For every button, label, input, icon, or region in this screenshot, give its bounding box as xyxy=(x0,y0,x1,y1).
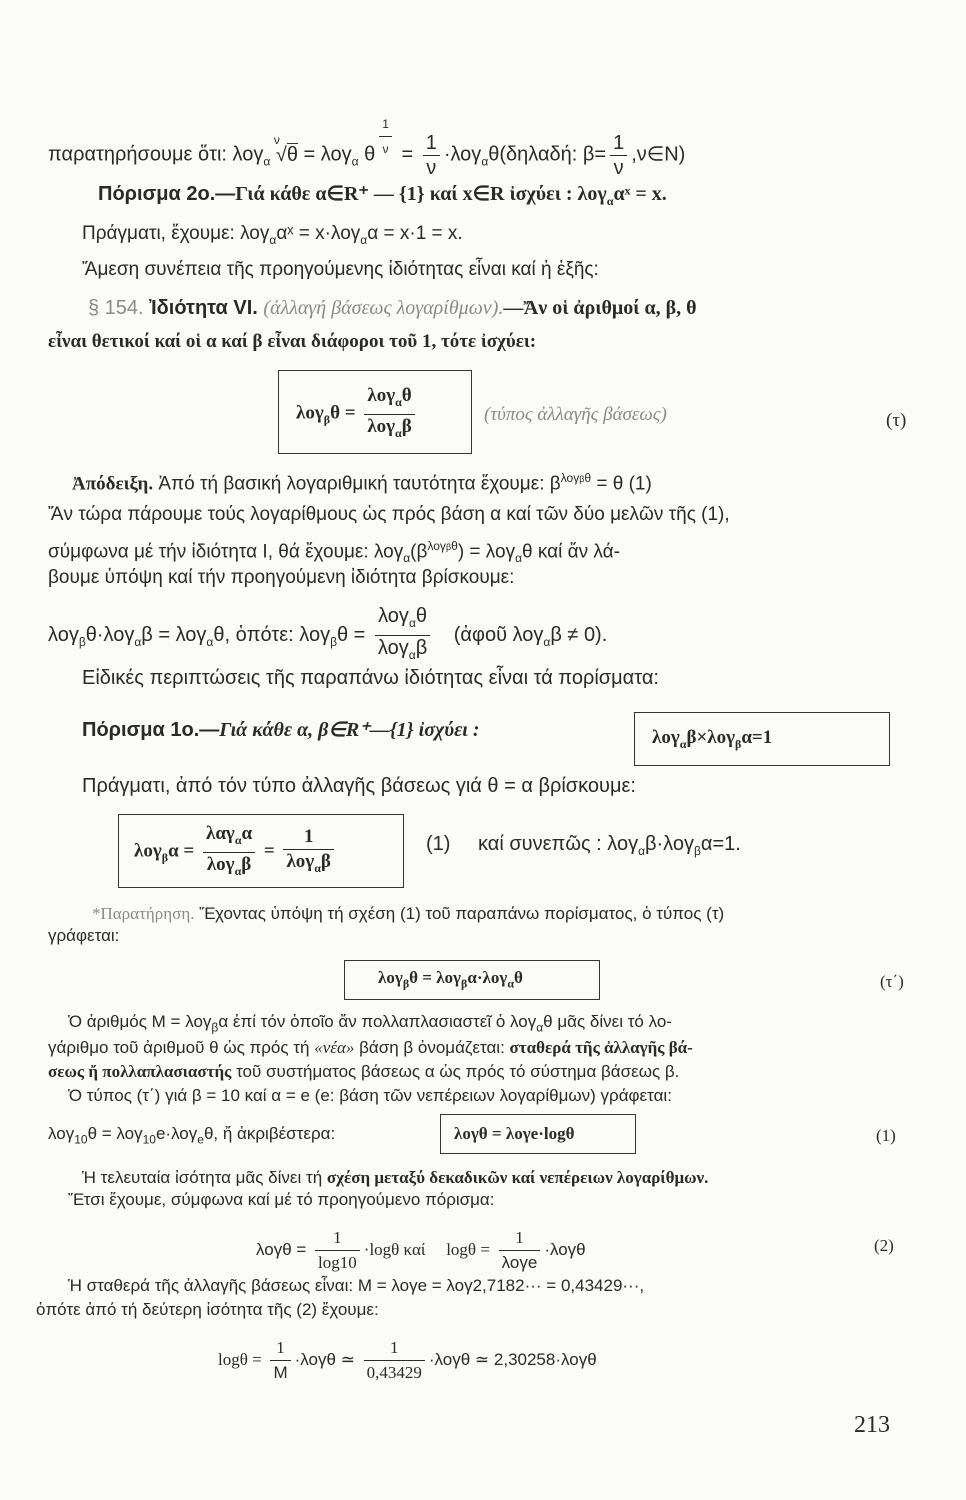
text: Ἡ τελευταία ἰσότητα μᾶς δίνει τή xyxy=(82,1168,323,1187)
sub: β xyxy=(694,844,701,858)
text: = λογ xyxy=(303,143,352,166)
sub: α xyxy=(314,860,321,875)
proof-line-2: Ἄν τώρα πάρουμε τούς λογαρίθμους ὡς πρός βάση α καί τῶν δύο μελῶν τῆς (1), xyxy=(48,504,730,525)
sub: α xyxy=(234,832,242,847)
num: 1 xyxy=(303,825,314,847)
fraction xyxy=(270,1336,290,1385)
porisma-1 xyxy=(82,718,480,742)
text: γάριθμο τοῦ ἀριθμοῦ θ ὡς πρός τή xyxy=(48,1038,310,1057)
proof-line-4: βουμε ὑπόψη καί τήν προηγούμενη ἰδιότητα βρίσκουμε: xyxy=(48,567,515,588)
root-body: θ xyxy=(286,143,298,166)
page-number: 213 xyxy=(854,1412,890,1438)
formula-log xyxy=(48,1122,335,1151)
sub: α xyxy=(395,425,402,440)
text: θ xyxy=(364,143,376,166)
formula-log-boxed: λογθ = λογe·logθ xyxy=(454,1124,575,1143)
text: = xyxy=(401,143,414,166)
text: βάση β ὀνομάζεται: xyxy=(359,1038,505,1057)
text: ·logθ καί xyxy=(363,1239,426,1259)
text: θ, ὁπότε: λογ xyxy=(213,623,331,646)
sub: α xyxy=(543,634,551,649)
text: β xyxy=(415,637,428,659)
text: e·λογ xyxy=(155,1124,198,1143)
formula-tau xyxy=(296,384,419,445)
text: σύμφωνα μέ τήν ἰδιότητα I, θά ἔχουμε: λογ xyxy=(48,541,404,563)
line-special: Εἰδικές περιπτώσεις τῆς παραπάνω ἰδιότητας εἶναι τά πορίσματα: xyxy=(82,667,659,689)
text: α=1 xyxy=(741,727,773,748)
bold-text: σεως ἤ πολλαπλασιαστής xyxy=(48,1062,232,1081)
fraction xyxy=(364,1336,425,1385)
text: θ μᾶς δίνει τό λο- xyxy=(543,1012,672,1031)
text: β ≠ 0). xyxy=(550,623,608,646)
text: θ = λογ xyxy=(87,1124,143,1143)
text: θ xyxy=(584,471,592,485)
section-number: § 154. xyxy=(88,297,144,319)
note-line-1 xyxy=(92,902,724,926)
text: θ = xyxy=(330,402,356,424)
para2-line-1 xyxy=(82,1166,708,1190)
text: παρατηρήσουμε ὅτι: λογ xyxy=(48,143,264,166)
line-1 xyxy=(48,112,685,180)
text: θ = λογ xyxy=(409,968,462,987)
para1-line-2 xyxy=(48,1036,693,1060)
exponent-fraction xyxy=(379,112,392,161)
den: 0,43429 xyxy=(364,1360,425,1385)
text: καί συνεπῶς : λογ xyxy=(478,833,639,855)
formula-tau2-tag: (τ΄) xyxy=(880,972,904,991)
text: λογ xyxy=(134,840,162,862)
text: λογ xyxy=(560,471,580,485)
text: θ·λογ xyxy=(85,623,135,646)
fraction xyxy=(375,604,430,667)
sub: α xyxy=(408,648,416,662)
text: (β xyxy=(410,541,428,563)
den: log10 xyxy=(315,1250,360,1275)
root-index: ν xyxy=(273,132,280,147)
text: τοῦ συστήματος βάσεως α ὡς πρός τό σύστημα βάσεως β. xyxy=(236,1062,680,1081)
fraction xyxy=(423,131,440,180)
text: α xyxy=(241,823,253,844)
formula-1-tail xyxy=(426,832,741,863)
den: ν xyxy=(423,155,440,180)
num: 1 xyxy=(276,1338,285,1357)
porisma-2 xyxy=(98,182,667,213)
sub: β xyxy=(78,634,86,649)
text: λογ xyxy=(206,853,235,875)
para1-line-3 xyxy=(48,1060,679,1084)
text: Ἔχοντας ὑπόψη τή σχέση (1) τοῦ παραπάνω πορίσματος, ὁ τύπος (τ) xyxy=(199,904,725,923)
text: β = λογ xyxy=(141,623,207,646)
text: λογ xyxy=(427,539,446,553)
sub: α xyxy=(269,232,277,247)
proof-line-3 xyxy=(48,534,620,570)
line-pragmati: Πράγματι, ἀπό τόν τύπο ἀλλαγῆς βάσεως γιά θ = α βρίσκουμε: xyxy=(82,775,636,797)
text: ·λογθ xyxy=(544,1239,586,1259)
num xyxy=(375,604,430,635)
den xyxy=(364,414,414,445)
text: θ xyxy=(514,968,523,987)
heading: Ἀπόδειξη. xyxy=(72,473,154,495)
fraction xyxy=(364,384,414,445)
sub: α xyxy=(536,1020,544,1035)
formula-3 xyxy=(218,1336,597,1385)
text: θ(δηλαδή: β= xyxy=(488,143,607,166)
text: ·λογθ ≃ xyxy=(294,1349,355,1369)
formula-2 xyxy=(256,1226,586,1275)
sub: β xyxy=(445,542,452,552)
text: β xyxy=(241,853,252,875)
formula-log-tag: (1) xyxy=(876,1126,896,1145)
text: Ὁ ἀριθμός M = λογ xyxy=(68,1012,212,1031)
text: θ xyxy=(401,385,412,406)
fraction xyxy=(315,1226,360,1275)
sub: α xyxy=(134,634,142,649)
sub: α xyxy=(263,154,271,169)
text: θ xyxy=(415,605,427,627)
text: (ἀφοῦ λογ xyxy=(453,623,544,646)
text: λογ xyxy=(48,623,79,646)
den xyxy=(203,852,255,883)
den xyxy=(375,635,430,667)
text: λογ xyxy=(367,415,396,437)
fraction xyxy=(499,1226,541,1275)
sub: α xyxy=(395,394,402,409)
porisma-1-formula xyxy=(652,726,772,756)
formula-1 xyxy=(134,822,338,883)
sub: 10 xyxy=(142,1132,156,1147)
text: λογ xyxy=(286,850,315,872)
text: θ, ἤ ἀκριβέστερα: xyxy=(203,1124,336,1143)
section-title: Ἰδιότητα VI. xyxy=(149,297,258,319)
sub: α xyxy=(351,154,359,169)
heading: Πόρισμα 1ο.— xyxy=(82,719,220,741)
sub: α xyxy=(507,976,515,991)
text: Ἀπό τή βασική λογαριθμική ταυτότητα ἔχουμε: β xyxy=(158,473,561,495)
text: αˣ = x. xyxy=(613,183,667,205)
sub: β xyxy=(211,1020,219,1035)
text: θ = xyxy=(337,623,366,646)
tag: (1) xyxy=(426,833,451,855)
sub: α xyxy=(234,863,242,878)
text: ·λογ xyxy=(443,143,482,166)
para2-line-2: Ἔτσι ἔχουμε, σύμφωνα καί μέ τό προηγούμενο πόρισμα: xyxy=(68,1190,495,1209)
num: 1 xyxy=(425,131,437,154)
text: α = xyxy=(168,840,195,862)
sub: α xyxy=(679,736,687,751)
text: λογ xyxy=(378,968,403,987)
num xyxy=(203,822,255,852)
sub: β xyxy=(402,976,410,991)
section-154 xyxy=(88,296,697,320)
sub: β xyxy=(323,412,331,427)
root: ν √θ xyxy=(276,144,298,166)
proof-line-5 xyxy=(48,604,607,667)
sub: α xyxy=(481,154,489,169)
text: ,ν∈N) xyxy=(631,143,686,166)
para1-line-1 xyxy=(68,1010,672,1039)
heading: Πόρισμα 2ο.— xyxy=(98,183,236,205)
italic-word: «νέα» xyxy=(314,1038,355,1057)
text: α·λογ xyxy=(467,968,508,987)
sub: β xyxy=(735,736,742,751)
proof-line-1 xyxy=(72,466,652,496)
text: β·λογ xyxy=(645,833,694,855)
sub: α xyxy=(606,194,614,208)
italic-title: (ἀλλαγή βάσεως λογαρίθμων). xyxy=(263,297,504,319)
den: ν xyxy=(379,136,392,161)
text: Γιά κάθε α∈R⁺ — {1} καί x∈R ἰσχύει : λογ xyxy=(235,183,607,205)
num: 1 xyxy=(390,1338,399,1357)
text: λογ xyxy=(48,1124,75,1143)
formula-tau-note: (τύπος ἀλλαγῆς βάσεως) xyxy=(484,404,667,425)
num xyxy=(364,384,414,414)
text: λογθ = xyxy=(256,1239,307,1259)
text: αˣ = x·λογ xyxy=(276,223,361,244)
sub: α xyxy=(360,232,368,247)
text: —Ἄν οἱ ἀριθμοί α, β, θ xyxy=(503,297,697,319)
text: α = x·1 = x. xyxy=(367,223,463,244)
text: β xyxy=(320,850,331,872)
text: β×λογ xyxy=(686,727,735,748)
text: α=1. xyxy=(700,833,741,855)
para3-line-1: Ἡ σταθερά τῆς ἀλλαγῆς βάσεως εἶναι: M = λογe = λογ2,7182··· = 0,43429···, xyxy=(68,1276,645,1295)
line-4: Ἄμεση συνέπεια τῆς προηγούμενης ἰδιότητας εἶναι καί ἡ ἑξῆς: xyxy=(82,259,599,280)
para1-line-4: Ὁ τύπος (τ΄) γιά β = 10 καί α = e (e: βάση τῶν νεπέρειων λογαρίθμων) γράφεται: xyxy=(68,1086,672,1105)
fraction xyxy=(610,131,627,180)
num: 1 xyxy=(333,1228,342,1247)
note-line-2: γράφεται: xyxy=(48,926,120,945)
text: λογ xyxy=(296,402,324,424)
line-3 xyxy=(82,222,463,252)
sub: e xyxy=(197,1132,204,1147)
num: 1 xyxy=(613,131,625,154)
den: λογe xyxy=(499,1250,541,1275)
text: β xyxy=(401,415,412,437)
text: λαγ xyxy=(206,823,235,844)
text: = xyxy=(263,840,275,862)
sup xyxy=(427,539,457,553)
sub: α xyxy=(408,616,416,630)
formula-tau-tag: (τ) xyxy=(886,410,907,431)
text: ·λογθ ≃ 2,30258·λογθ xyxy=(428,1349,597,1369)
text: λογ xyxy=(652,727,680,748)
sub: β xyxy=(461,976,468,991)
para3-line-2: ὁπότε ἀπό τή δεύτερη ἰσότητα τῆς (2) ἔχουμε: xyxy=(36,1300,379,1319)
text: λογ xyxy=(377,637,409,659)
sub: β xyxy=(579,474,585,484)
text: Γιά κάθε α, β∈R⁺—{1} ἰσχύει : xyxy=(219,719,480,741)
sub: α xyxy=(403,551,411,566)
text: θ καί ἄν λά- xyxy=(522,541,620,563)
sup xyxy=(561,471,591,485)
sub: β xyxy=(330,634,337,649)
text: λογ xyxy=(367,385,396,406)
fraction xyxy=(203,822,255,883)
text: α ἐπί τόν ὁποῖο ἄν πολλαπλασιαστεῖ ὁ λογ xyxy=(218,1012,537,1031)
sub: β xyxy=(161,850,169,865)
num: 1 xyxy=(515,1228,524,1247)
text: θ xyxy=(451,539,458,553)
den: M xyxy=(270,1360,290,1385)
line-6: εἶναι θετικοί καί οἱ α καί β εἶναι διάφοροι τοῦ 1, τότε ἰσχύει: xyxy=(48,331,537,352)
sub: α xyxy=(515,551,523,566)
text: = θ (1) xyxy=(596,473,652,495)
sub: α xyxy=(206,634,214,649)
text: logθ = xyxy=(218,1349,262,1369)
text: ) = λογ xyxy=(457,541,516,563)
bold-text: σταθερά τῆς ἀλλαγῆς βά- xyxy=(509,1038,693,1057)
num: 1 xyxy=(382,117,389,131)
sub: α xyxy=(638,844,646,858)
fraction xyxy=(283,825,333,880)
text: λογ xyxy=(378,605,409,627)
bold-text: σχέση μεταξύ δεκαδικῶν καί νεπέρειων λογαρίθμων. xyxy=(326,1168,709,1187)
den xyxy=(283,849,333,880)
note-heading: *Παρατήρηση. xyxy=(92,904,195,923)
sub: 10 xyxy=(74,1132,88,1147)
text: Πράγματι, ἔχουμε: λογ xyxy=(82,223,270,244)
formula-2-tag: (2) xyxy=(874,1236,894,1255)
text: logθ = xyxy=(446,1239,490,1259)
den: ν xyxy=(610,155,627,180)
formula-tau2 xyxy=(378,966,523,995)
